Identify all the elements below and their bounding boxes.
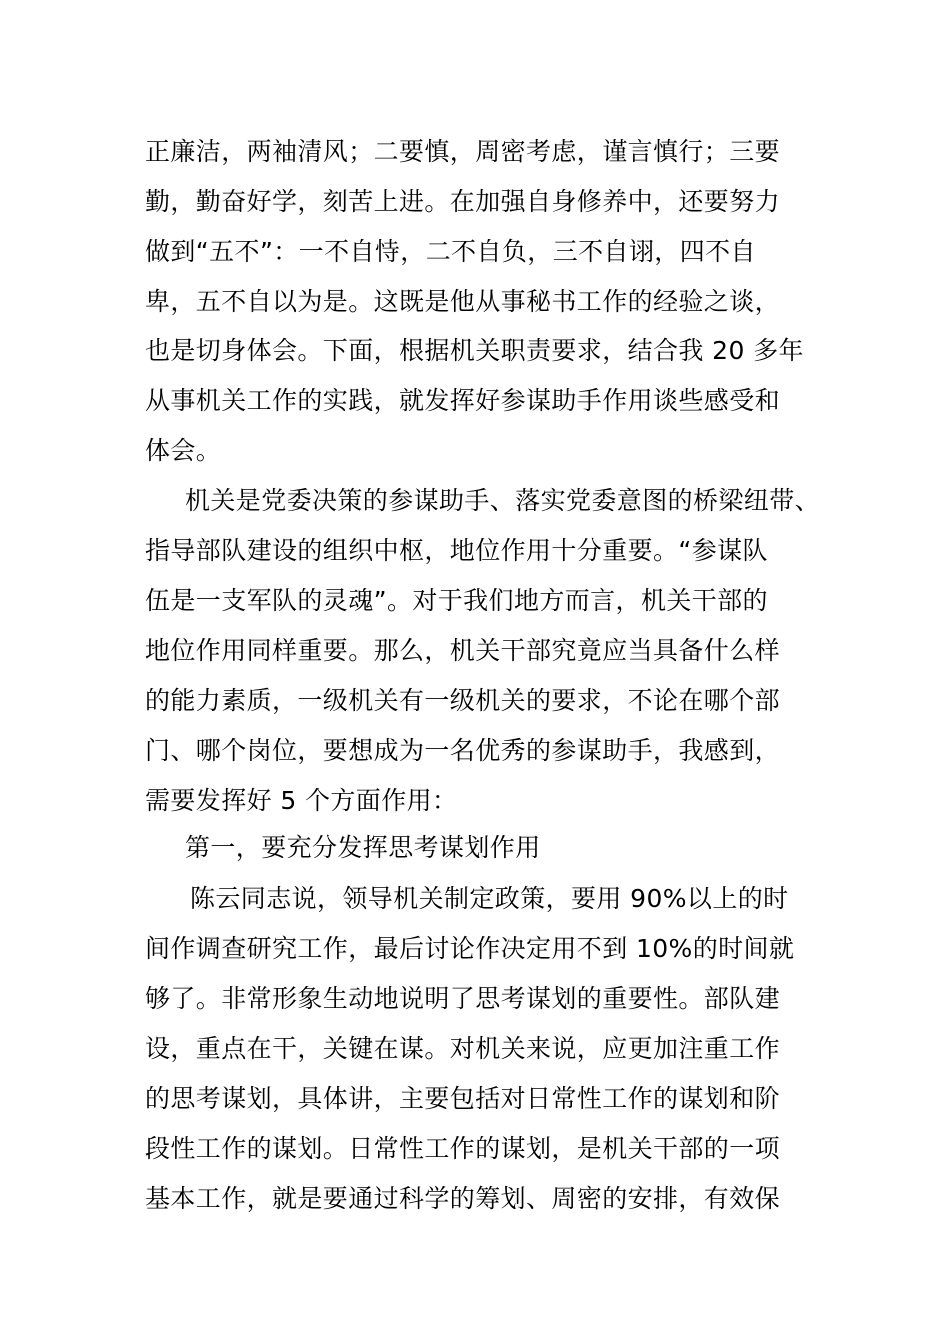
text-line: 设，重点在干，关键在谋。对机关来说，应更加注重工作 [145,1034,781,1063]
paragraph-first-line: 机关是党委决策的参谋助手、落实党委意图的桥梁纽带、 [185,486,821,515]
text-line: 正廉洁，两袖清风；二要慎，周密考虑，谨言慎行；三要 [145,137,781,166]
text-line: 的能力素质，一级机关有一级机关的要求，不论在哪个部 [145,686,781,715]
text-line: 伍是一支军队的灵魂”。对于我们地方而言，机关干部的 [145,586,768,615]
text-line: 间作调查研究工作，最后讨论作决定用不到 10%的时间就 [145,934,795,963]
text-line: 指导部队建设的组织中枢，地位作用十分重要。“参谋队 [145,536,768,565]
text-line: 的思考谋划，具体讲，主要包括对日常性工作的谋划和阶 [145,1084,781,1113]
text-line: 体会。 [145,436,222,465]
text-line: 卑，五不自以为是。这既是他从事秘书工作的经验之谈， [145,287,781,316]
text-line: 勤，勤奋好学，刻苦上进。在加强自身修养中，还要努力 [145,187,781,216]
text-line: 段性工作的谋划。日常性工作的谋划，是机关干部的一项 [145,1134,781,1163]
text-line: 从事机关工作的实践，就发挥好参谋助手作用谈些感受和 [145,386,781,415]
paragraph-first-line: 陈云同志说，领导机关制定政策，要用 90%以上的时 [190,884,789,913]
text-line: 够了。非常形象生动地说明了思考谋划的重要性。部队建 [145,984,781,1013]
text-line: 需要发挥好 5 个方面作用： [145,786,458,815]
section-heading: 第一，要充分发挥思考谋划作用 [185,833,541,862]
text-line: 门、哪个岗位，要想成为一名优秀的参谋助手，我感到， [145,736,781,765]
text-line: 也是切身体会。下面，根据机关职责要求，结合我 20 多年 [145,336,804,365]
text-line: 基本工作，就是要通过科学的筹划、周密的安排，有效保 [145,1184,781,1213]
text-line: 做到“五不”：一不自恃，二不自负，三不自诩，四不自 [145,237,756,266]
text-line: 地位作用同样重要。那么，机关干部究竟应当具备什么样 [145,636,781,665]
